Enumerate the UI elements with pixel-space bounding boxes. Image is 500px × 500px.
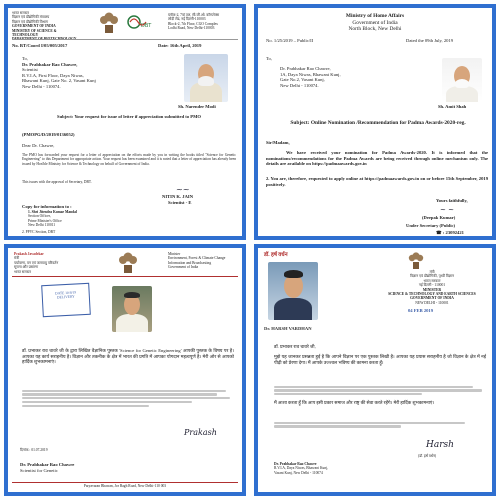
header-divider [12,276,238,277]
signatory-name: (Deepak Kumar) [422,215,456,220]
dbt-header-right [168,13,242,31]
minister-header-left [14,252,74,274]
signatory-name: NITIN K. JAIN [162,194,194,199]
portrait-hair [284,270,303,278]
header-line: लोदी रोड, नई दिल्ली-110003 [168,17,206,22]
text-line [274,422,465,424]
letter-date: Dated the 09th July, 2019 [406,38,454,43]
header-line: Information and Broadcasting [168,260,212,265]
recipient-block [20,462,74,473]
portrait-body [446,86,478,102]
header-line: विज्ञान एवं प्रौद्योगिकी, पृथ्वी विज्ञान [410,274,454,279]
copy-item: New Delhi 110011 [28,223,56,228]
harsh-vardhan-letter [254,244,496,496]
header-line: विज्ञान एवं प्रौद्योगिकी विभाग [12,19,49,24]
letter-paragraph: मुझे यह जानकर प्रसन्नता हुई है कि आपने विज्ञान पर एक पुस्तक लिखी है। आपका यह प्रयास सराहनीय है जो विज्ञान के क्षेत्र में नई पीढ़ी को प्रेरणा देगा। मैं आपके उज्ज्वल भविष्य की कामना करता हूँ। [274,354,486,365]
to-label: To, [266,56,272,61]
text-line [274,386,473,388]
header-line: NEW DELHI - 110001 [415,300,449,305]
reference-number: No. 1/25/2019 – Public/II [266,38,314,43]
recipient-name: Dr. Prabhakar Rao Chawre [274,462,317,466]
footer-address: Paryavaran Bhawan, Jor Bagh Road, New Delhi-110 003 [83,484,167,488]
text-line [22,390,226,392]
date-stamp: 04 FEB 2019 [408,308,434,313]
header-line: भारत सरकार [423,278,441,283]
letter-paragraph: We have received your nomination for Padma Awards-2020. It is informed that the nominations/recommendations for the Padma Awards are being received through online mechanism only. The details are available on https://padmaawards.gov.in [266,150,488,167]
address-line: R.V.I.A, First Floor, Daya Niwas, [22,72,84,78]
footer-divider [12,482,238,483]
copy-item: 2. PPVC Section, DBT [22,230,56,234]
portrait-hair [124,292,140,298]
text-line [22,393,217,395]
signature-scribble: ~ ~ [440,206,454,214]
text-line [274,389,482,391]
portrait-body [116,314,148,332]
received-stamp [41,283,91,317]
header-line: मंत्री [429,270,435,274]
minister-name: Prakash Javadekar [14,252,44,256]
signatory-title: Under Secretary (Public) [406,223,456,228]
letter-body-lines [274,384,486,397]
signature: Prakash [184,428,217,437]
portrait-beard [455,79,469,88]
copy-list [28,210,77,228]
stamp-text: DELIVERY [56,294,75,300]
header-line: Lodhi Road, New Delhi-110003 [168,26,215,31]
header-line: मंत्री [14,256,20,261]
signature-scribble: ~~ [176,185,190,194]
portrait-photo [112,286,152,332]
header-line: SCIENCE & TECHNOLOGY AND EARTH SCIENCES [388,292,476,297]
dbt-header-left [12,11,82,42]
header-line: Government of India [352,19,398,26]
portrait-photo [268,262,318,320]
text-line [274,393,422,395]
copy-item: Prime Minister's Office [28,218,62,223]
recipient-line: Vasant Kunj, New Delhi - 110074 [274,470,323,475]
photo-caption: Sh. Amit Shah [438,104,467,109]
dbt-appreciation-letter [4,4,246,240]
header-line: Government of India [168,265,199,270]
national-emblem-icon [118,252,138,274]
signatory-title: Scientist - E [168,200,192,205]
minister-header-right [168,252,242,270]
address-line: Gate No.2, Vasant Kunj, [280,77,325,83]
copy-item: Section Officer, [28,214,51,219]
address-line: New Delhi - 110074. [280,82,319,88]
letter-date: दिनांक : 01.07.2019 [20,448,48,452]
portrait-photo [184,54,228,102]
to-label: To, [22,56,28,61]
copy-heading: Copy for information to : [22,204,72,209]
signature: Harsh [426,440,454,450]
letter-subject: Subject: Online Nomination /Recommendation for Padma Awards-2020-reg. [290,120,466,126]
addressee-block [22,56,142,90]
approval-note: This issues with the approval of Secretary, DBT. [22,180,92,184]
letter-date: Date: 16th April, 2019 [158,43,202,48]
recipient-block [274,462,328,475]
letter-subject: Subject: Your request for issue of letter if appreciation submitted to PMO [57,114,201,119]
letter-body: डॉ. प्रभाकर राव चावरे जी के द्वारा लिखित वैज्ञानिक पुस्तक 'Science for Genetic Engineering' आपकी पुस्तक के विषय पर है। आपका यह कार्य सराहनीय है। विज्ञान और तकनीक के क्षेत्र में भारत की प्रगति में आपका योगदान महत्वपूर्ण है। मेरी ओर से आपको हार्दिक शुभकामनाएं। [22,348,234,365]
header-line: सूचना और प्रसारण [14,265,39,270]
recipient-name: Dr. Prabhakar Rao Chawre [20,462,75,467]
reference-number: No. BT/Coord I/05/005/2017 [12,43,68,48]
stamp-text: DATE 10/8/19 [55,290,77,296]
header-divider [12,39,238,40]
header-line: Ministry of Home Affairs [345,13,405,19]
signatory-name: (डॉ. हर्ष वर्धन) [418,454,437,458]
national-emblem-icon [98,11,120,35]
header-line: Environment, Forest & Climate Change [168,256,226,261]
header-line: GOVERNMENT OF INDIA [410,296,454,301]
address-line: Scientist [22,67,38,73]
salutation: Dear Dr. Chawre, [22,143,55,148]
header-line: पर्यावरण, वन एवं जलवायु परिवर्तन [14,260,59,265]
dbt-logo-icon [126,14,152,30]
header-line: MINISTER [422,287,442,292]
header-line: भारत सरकार [14,269,31,274]
copy-item: 1. Shri Jitendra Kumar Mandal [28,210,77,214]
letter-body-lines [274,420,486,429]
mha-header [258,13,492,33]
text-line [274,425,401,427]
svg-text:DBT: DBT [141,23,152,29]
portrait-body [274,298,312,320]
address-line: 1A, Daya Niwas, Bhawani Kunj, [280,71,341,77]
portrait-beard [198,76,214,86]
minister-header-right [376,270,488,305]
mha-padma-letter [254,4,496,240]
javadekar-letter [4,244,246,496]
letter-body-lines [22,388,234,409]
minister-name-hindi: डॉ. हर्ष वर्धन [264,252,288,258]
text-line [22,401,192,403]
header-line: विज्ञान एवं प्रौद्योगिकी मंत्रालय [12,15,50,20]
addressee-block [280,66,400,88]
photo-caption: Sh. Narender Modi [178,104,216,109]
recipient-line: Scientist for Genetic [20,467,58,473]
pmo-reference: (PMOPG/D/2019/0136052) [22,132,75,137]
text-line [22,397,230,399]
header-line: GOVERNMENT OF INDIA [12,24,56,29]
header-line: ब्लॉक-2, 7वां तल, सी.जी.ओ. कॉम्प्लेक्स [168,13,220,17]
header-line: MINISTRY OF SCIENCE & TECHNOLOGY [12,28,57,38]
address-line: New Delhi - 110074. [22,83,61,89]
addressee-name: Dr. Prabhakar Rao Chawre, [22,61,78,67]
header-line: भारत सरकार [12,11,29,15]
header-line: Block-2, 7th Floor, CGO Complex [168,21,218,26]
salutation: डॉ. प्रभाकर राव चावरे जी, [274,344,316,349]
header-line: Minister [168,252,181,256]
letter-paragraph: 2. You are, therefore, requested to apply online at https://padmaawards.gov.in on or before 15th September, 2019 positively. [266,176,488,187]
minister-name-english: Dr. HARSH VARDHAN [264,326,312,331]
address-line: Dr. Prabhakar Rao Chawre, [280,66,331,71]
closing: Yours faithfully, [436,198,468,203]
national-emblem-icon [408,252,424,270]
address-line: Bhawani Kunj, Gate No. 2, Vasant Kunj [22,78,96,84]
letter-paragraph: मैं आशा करता हूँ कि आप इसी प्रकार समाज और राष्ट्र की सेवा करते रहेंगे। मेरी हार्दिक शुभकामनाएं। [274,400,435,405]
letter-body: The PMO has forwarded your request for a letter of appreciation on the efforts made by you in writing the books titled "Science for Genetic Engineering" to this Department for appropriate action. Your request has been examined and it is noted that a letter of appreciation has already been issued by Hon'ble Ministry for Science & Technology on behalf of Government of India. [22,153,236,166]
text-line [22,405,149,407]
header-line: North Block, New Delhi [348,26,402,33]
header-line: नई दिल्ली - 110001 [418,283,446,288]
salutation: Sir/Madam, [266,140,290,145]
phone-number: ☎ : 23092421 [436,230,464,235]
recipient-line: R.V.I.A, Daya Niwas, Bhawani Kunj, [274,466,329,471]
portrait-photo [442,58,482,102]
